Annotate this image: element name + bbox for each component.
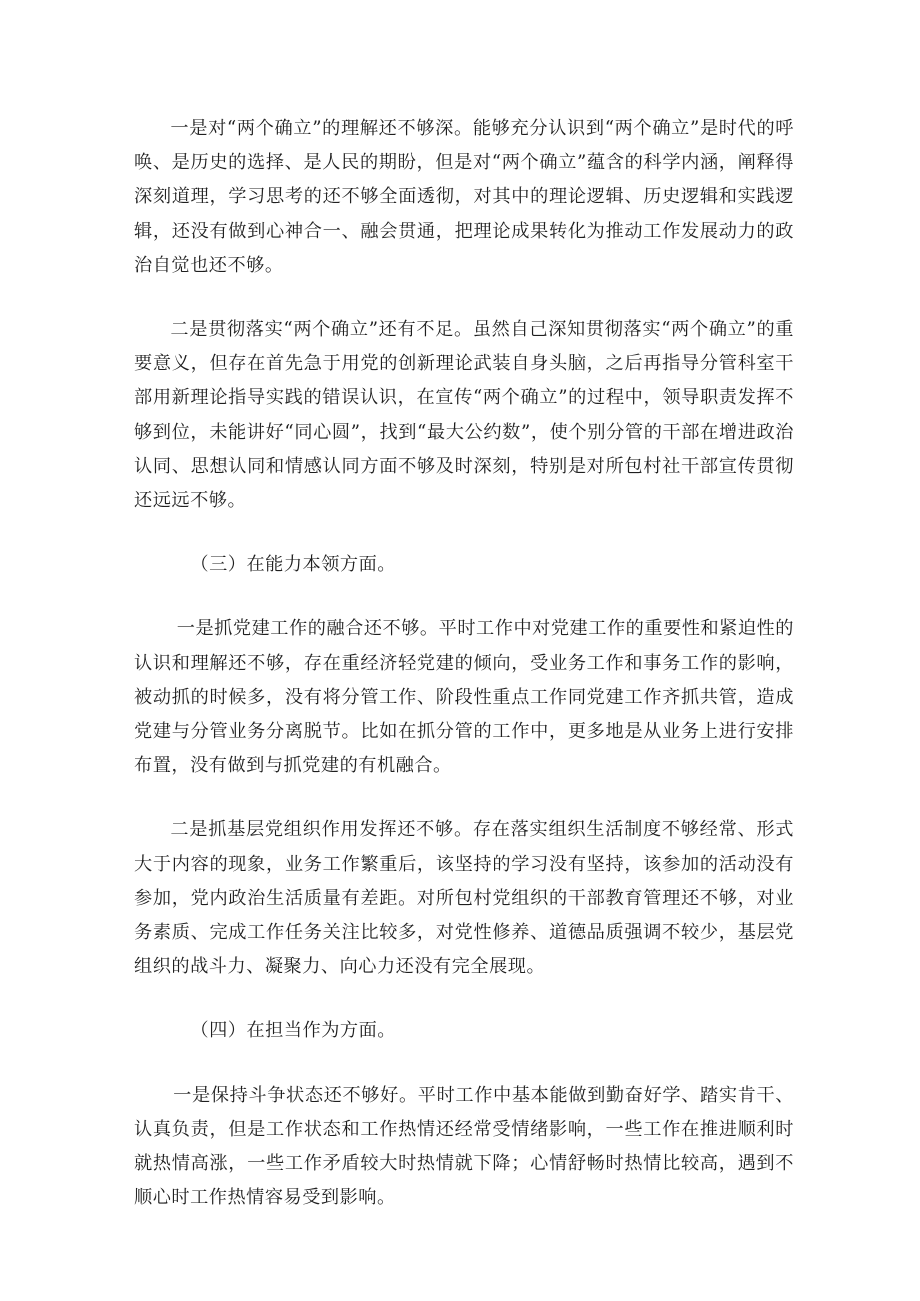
- section-heading-responsibility: （四）在担当作为方面。: [190, 1020, 396, 1042]
- paragraph-party-building-integration: 一是抓党建工作的融合还不够。平时工作中对党建工作的重要性和紧迫性的认识和理解还不够，存在重经济轻党建的倾向，受业务工作和事务工作的影响，被动抓的时候多，没有将分管工作、阶段性重点工作同党建工作齐抓共管，造成党建与分管业务分离脱节。比如在抓分管的工作中，更多地是从业务上进行安排布置，没有做到与抓党建的有机融合。: [134, 618, 794, 777]
- paragraph-grassroots-party-organization: 二是抓基层党组织作用发挥还不够。存在落实组织生活制度不够经常、形式大于内容的现象，业务工作繁重后，该坚持的学习没有坚持，该参加的活动没有参加，党内政治生活质量有差距。对所包村党组织的干部教育管理还不够，对业务素质、完成工作任务关注比较多，对党性修养、道德品质强调不较少，基层党组织的战斗力、凝聚力、向心力还没有完全展现。: [134, 819, 794, 978]
- paragraph-understanding-two-establishments: 一是对“两个确立”的理解还不够深。能够充分认识到“两个确立”是时代的呼唤、是历史的选择、是人民的期盼，但是对“两个确立”蕴含的科学内涵，阐释得深刻道理，学习思考的还不够全面透彻，对其中的理论逻辑、历史逻辑和实践逻辑，还没有做到心神合一、融会贯通，把理论成果转化为推动工作发展动力的政治自觉也还不够。: [134, 118, 794, 276]
- document-body: [134, 112, 794, 1245]
- section-heading-ability: （三）在能力本领方面。: [190, 554, 396, 576]
- paragraph-struggle-state: 一是保持斗争状态还不够好。平时工作中基本能做到勤奋好学、踏实肯干、认真负责，但是工作状态和工作热情还经常受情绪影响，一些工作在推进顺利时就热情高涨，一些工作矛盾较大时热情就下降；心情舒畅时热情比较高，遇到不顺心时工作热情容易受到影响。: [134, 1084, 794, 1209]
- paragraph-implementation-two-establishments: 二是贯彻落实“两个确立”还有不足。虽然自己深知贯彻落实“两个确立”的重要意义，但存在首先急于用党的创新理论武装自身头脑，之后再指导分管科室干部用新理论指导实践的错误认识，在宣传“两个确立”的过程中，领导职责发挥不够到位，未能讲好“同心圆”，找到“最大公约数”，使个别分管的干部在增进政治认同、思想认同和情感认同方面不够及时深刻，特别是对所包村社干部宣传贯彻还远远不够。: [134, 319, 794, 512]
